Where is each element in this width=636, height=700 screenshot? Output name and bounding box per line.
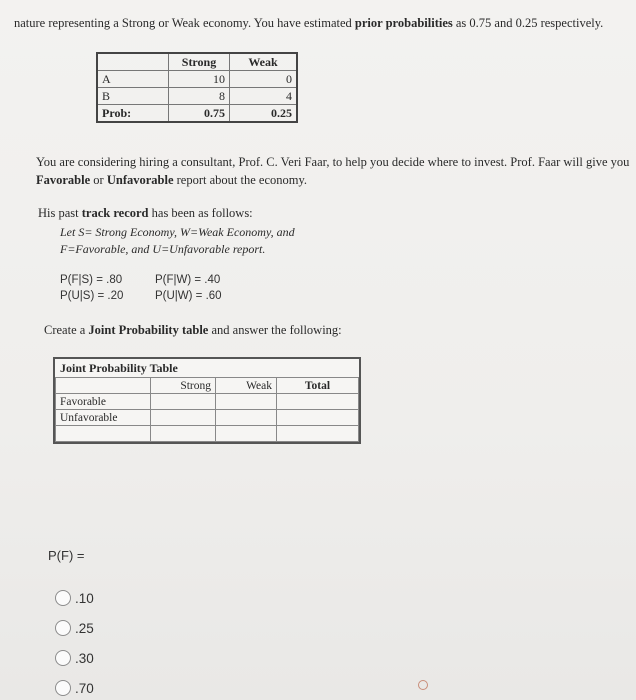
track-suffix: has been as follows: bbox=[148, 206, 253, 220]
consultant-rest: report about the economy. bbox=[173, 173, 308, 187]
create-bold: Joint Probability table bbox=[88, 323, 209, 337]
consultant-line-2 bbox=[36, 171, 629, 189]
stray-mark-icon bbox=[418, 680, 428, 690]
joint-cell[interactable] bbox=[151, 410, 216, 426]
track-bold: track record bbox=[81, 206, 149, 220]
joint-table-grid bbox=[55, 377, 359, 442]
prob-u-given-s: P(U|S) = .20 bbox=[60, 290, 124, 302]
prob-u-given-w: P(U|W) = .60 bbox=[155, 290, 222, 302]
answer-option-label[interactable]: .25 bbox=[75, 620, 94, 636]
payoff-strong-value: 10 bbox=[169, 71, 230, 88]
joint-cell[interactable] bbox=[216, 394, 277, 410]
joint-cell[interactable] bbox=[277, 394, 359, 410]
prob-f-given-s: P(F|S) = .80 bbox=[60, 274, 123, 286]
joint-header-strong: Strong bbox=[151, 378, 216, 394]
consultant-line-1: You are considering hiring a consultant, Prof. C. Veri Faar, to help you decide where to invest. Prof. Faar will give you bbox=[36, 155, 630, 169]
intro-bold: prior probabilities bbox=[354, 16, 453, 30]
joint-cell[interactable] bbox=[277, 426, 359, 442]
joint-row-unfavorable bbox=[56, 410, 359, 426]
joint-row-label bbox=[56, 426, 151, 442]
joint-cell[interactable] bbox=[277, 410, 359, 426]
payoff-weak-value: 0 bbox=[230, 71, 298, 88]
conditional-probs-weak bbox=[155, 272, 222, 304]
radio-button[interactable] bbox=[55, 620, 71, 636]
payoff-row-prob bbox=[97, 105, 297, 123]
joint-cell[interactable] bbox=[216, 410, 277, 426]
definition-line-2: F=Favorable, and U=Unfavorable report. bbox=[60, 242, 266, 256]
payoff-header-row bbox=[97, 53, 297, 71]
answer-option[interactable] bbox=[55, 590, 94, 606]
payoff-header-weak: Weak bbox=[230, 53, 298, 71]
joint-cell[interactable] bbox=[151, 426, 216, 442]
answer-option[interactable] bbox=[55, 680, 94, 696]
track-record-text bbox=[38, 206, 253, 221]
payoff-row-label: A bbox=[97, 71, 169, 88]
joint-header-weak: Weak bbox=[216, 378, 277, 394]
payoff-strong-value: 0.75 bbox=[169, 105, 230, 123]
joint-row-favorable bbox=[56, 394, 359, 410]
track-prefix: His past bbox=[38, 206, 82, 220]
joint-header-row bbox=[56, 378, 359, 394]
joint-row-total bbox=[56, 426, 359, 442]
joint-row-label: Unfavorable bbox=[56, 410, 151, 426]
intro-text bbox=[14, 16, 603, 31]
answer-option-label[interactable]: .70 bbox=[75, 680, 94, 696]
joint-cell[interactable] bbox=[216, 426, 277, 442]
or-text: or bbox=[90, 173, 107, 187]
joint-row-label: Favorable bbox=[56, 394, 151, 410]
radio-button[interactable] bbox=[55, 650, 71, 666]
payoff-header-blank bbox=[97, 53, 169, 71]
answer-option[interactable] bbox=[55, 650, 94, 666]
answer-option[interactable] bbox=[55, 620, 94, 636]
payoff-strong-value: 8 bbox=[169, 88, 230, 105]
payoff-weak-value: 0.25 bbox=[230, 105, 298, 123]
create-prefix: Create a bbox=[44, 323, 89, 337]
answer-option-label[interactable]: .30 bbox=[75, 650, 94, 666]
intro-part-2: as 0.75 and 0.25 respectively. bbox=[452, 16, 604, 30]
joint-header-blank bbox=[56, 378, 151, 394]
consultant-text bbox=[36, 153, 629, 189]
prob-f-given-w: P(F|W) = .40 bbox=[155, 274, 221, 286]
payoff-header-strong: Strong bbox=[169, 53, 230, 71]
joint-header-total: Total bbox=[277, 378, 359, 394]
payoff-row-a bbox=[97, 71, 297, 88]
question-label: P(F) = bbox=[48, 548, 85, 563]
payoff-table bbox=[96, 52, 298, 123]
joint-cell[interactable] bbox=[151, 394, 216, 410]
joint-table-title: Joint Probability Table bbox=[60, 361, 178, 375]
unfavorable-bold: Unfavorable bbox=[106, 173, 174, 187]
definition-line-1: Let S= Strong Economy, W=Weak Economy, and bbox=[60, 225, 295, 239]
payoff-weak-value: 4 bbox=[230, 88, 298, 105]
joint-probability-table bbox=[53, 357, 361, 444]
payoff-row-label: B bbox=[97, 88, 169, 105]
radio-button[interactable] bbox=[55, 590, 71, 606]
create-suffix: and answer the following: bbox=[208, 323, 342, 337]
payoff-row-b bbox=[97, 88, 297, 105]
payoff-row-label: Prob: bbox=[97, 105, 169, 123]
definitions bbox=[60, 224, 295, 258]
intro-part-1: nature representing a Strong or Weak economy. You have estimated bbox=[14, 16, 355, 30]
conditional-probs-strong bbox=[60, 272, 123, 304]
favorable-bold: Favorable bbox=[36, 173, 91, 187]
answer-option-label[interactable]: .10 bbox=[75, 590, 94, 606]
radio-button[interactable] bbox=[55, 680, 71, 696]
create-instruction bbox=[44, 323, 342, 338]
